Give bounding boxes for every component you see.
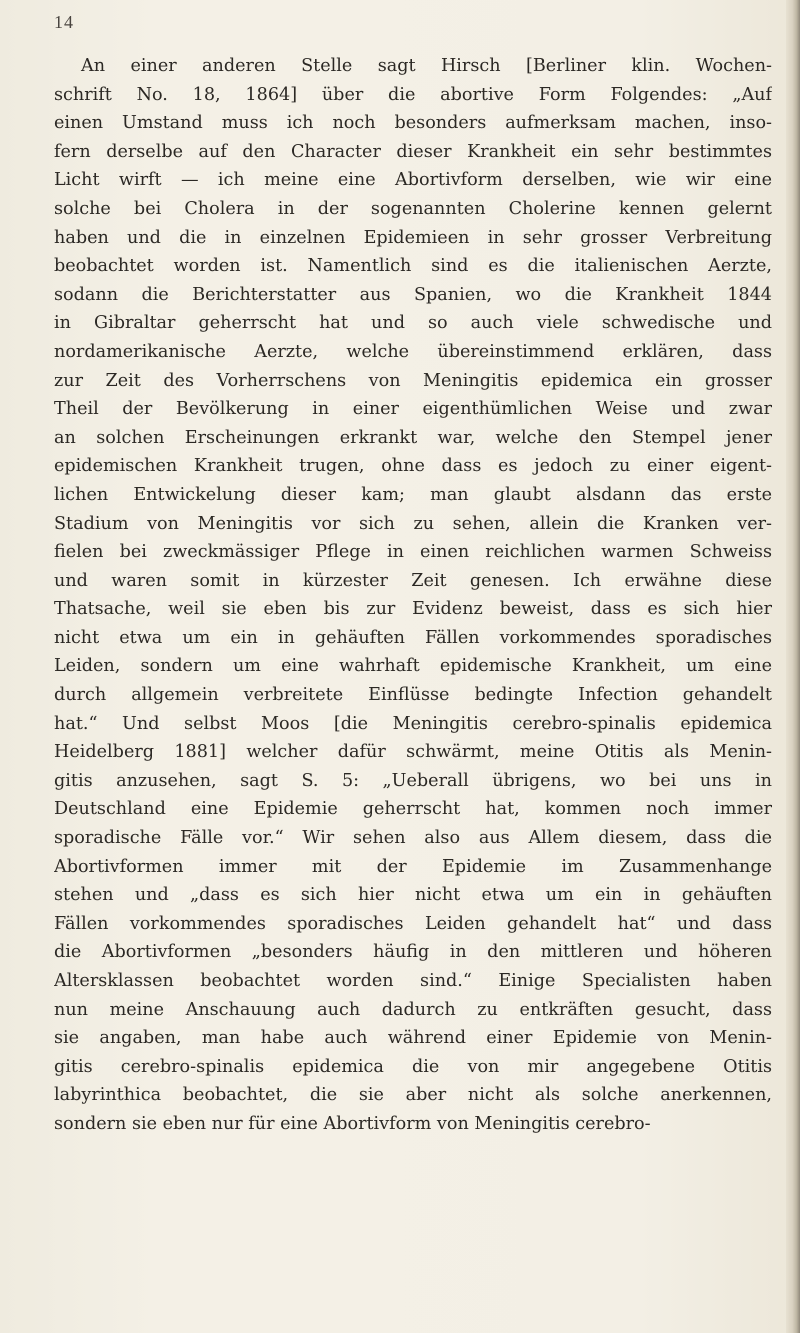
text-line: stehen und „dass es sich hier nicht etwa um ein in gehäuften [54, 885, 772, 906]
text-line: beobachtet worden ist. Namentlich sind es die italienischen Aerzte, [54, 256, 772, 277]
text-line: sodann die Berichterstatter aus Spanien, wo die Krankheit 1844 [54, 284, 772, 305]
text-line: lichen Entwickelung dieser kam; man glaubt alsdann das erste [54, 484, 772, 505]
text-line: sporadische Fälle vor.“ Wir sehen also aus Allem diesem, dass die [54, 828, 772, 849]
text-line: sondern sie eben nur für eine Abortivform von Meningitis cerebro- [54, 1113, 651, 1134]
text-line: und waren somit in kürzester Zeit genesen. Ich erwähne diese [54, 570, 772, 591]
text-line: durch allgemein verbreitete Einflüsse bedingte Infection gehandelt [54, 685, 772, 706]
text-line: fielen bei zweckmässiger Pflege in einen reichlichen warmen Schweiss [54, 542, 772, 563]
text-line: an solchen Erscheinungen erkrankt war, welche den Stempel jener [54, 427, 772, 448]
text-line: Licht wirft — ich meine eine Abortivform derselben, wie wir eine [54, 170, 772, 191]
text-line: einen Umstand muss ich noch besonders aufmerksam machen, inso- [54, 113, 772, 134]
text-line: Deutschland eine Epidemie geherrscht hat, kommen noch immer [54, 799, 772, 820]
text-line: Thatsache, weil sie eben bis zur Evidenz beweist, dass es sich hier [54, 599, 772, 620]
text-line: Altersklassen beobachtet worden sind.“ Einige Specialisten haben [54, 971, 772, 991]
text-line: labyrinthica beobachtet, die sie aber nicht als solche anerkennen, [54, 1085, 772, 1106]
text-line: zur Zeit des Vorherrschens von Meningitis epidemica ein grosser [54, 370, 772, 391]
text-line: Stadium von Meningitis vor sich zu sehen, allein die Kranken ver- [54, 513, 772, 534]
text-line: solche bei Cholera in der sogenannten Cholerine kennen gelernt [54, 198, 772, 219]
text-line: die Abortivformen „besonders häufig in den mittleren und höheren [54, 942, 772, 963]
text-line: hat.“ Und selbst Moos [die Meningitis cerebro-spinalis epidemica [54, 713, 772, 734]
text-line: An einer anderen Stelle sagt Hirsch [Berliner klin. Wochen- [81, 56, 772, 76]
text-line: schrift No. 18, 1864] über die abortive Form Folgendes: „Auf [54, 84, 772, 105]
text-line: gitis anzusehen, sagt S. 5: „Ueberall übrigens, wo bei uns in [54, 770, 772, 791]
text-line: fern derselbe auf den Character dieser Krankheit ein sehr bestimmtes [54, 141, 772, 162]
text-line: gitis cerebro-spinalis epidemica die von mir angegebene Otitis [54, 1056, 772, 1077]
text-line: Abortivformen immer mit der Epidemie im Zusammenhange [54, 856, 772, 877]
text-line: haben und die in einzelnen Epidemieen in sehr grosser Verbreitung [54, 227, 772, 248]
text-line: Fällen vorkommendes sporadisches Leiden gehandelt hat“ und dass [54, 913, 772, 934]
text-line: nun meine Anschauung auch dadurch zu entkräften gesucht, dass [54, 999, 772, 1020]
text-line: sie angaben, man habe auch während einer Epidemie von Menin- [54, 1028, 772, 1049]
text-line: Leiden, sondern um eine wahrhaft epidemische Krankheit, um eine [54, 656, 772, 677]
text-line: Heidelberg 1881] welcher dafür schwärmt, meine Otitis als Menin- [54, 742, 772, 763]
page-edge-shadow [786, 0, 800, 1333]
text-line: epidemischen Krankheit trugen, ohne dass es jedoch zu einer eigent- [54, 456, 772, 477]
body-text [54, 52, 772, 1139]
text-line: in Gibraltar geherrscht hat und so auch viele schwedische und [54, 313, 772, 334]
text-line: nicht etwa um ein in gehäuften Fällen vorkommendes sporadisches [54, 627, 772, 648]
text-line: Theil der Bevölkerung in einer eigenthümlichen Weise und zwar [54, 399, 772, 420]
text-line: nordamerikanische Aerzte, welche übereinstimmend erklären, dass [54, 341, 772, 362]
page-number: 14 [54, 12, 74, 32]
